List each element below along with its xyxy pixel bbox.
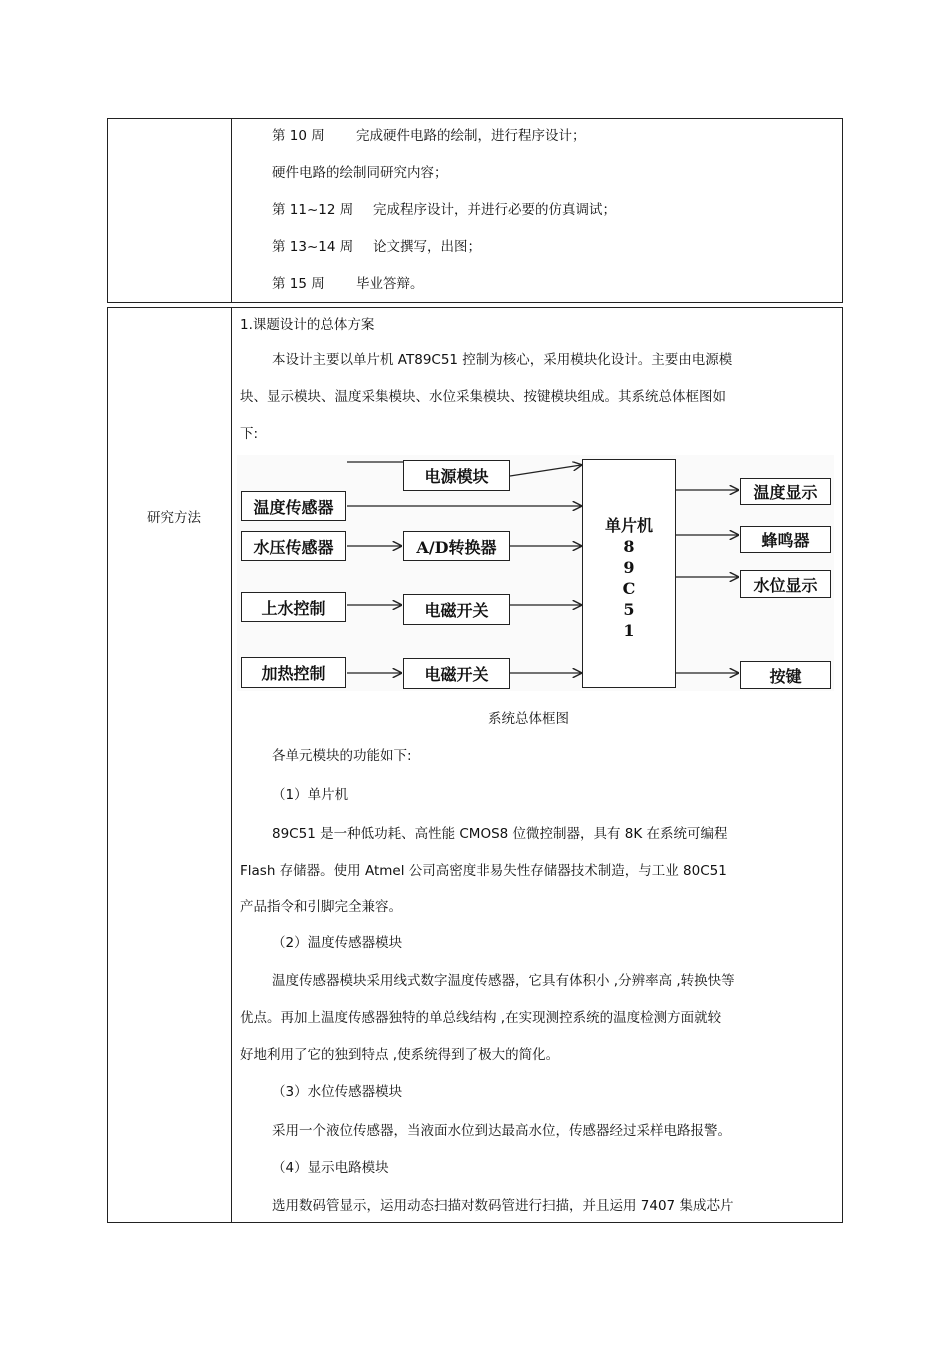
- section-heading-temperature: （2）温度传感器模块: [272, 935, 403, 951]
- schedule-task-5: 毕业答辩。: [356, 276, 424, 292]
- buzzer-box: 蜂鸣器: [740, 526, 831, 553]
- method-heading: 1.课题设计的总体方案: [240, 317, 375, 333]
- schedule-task-3: 完成程序设计，并进行必要的仿真调试；: [373, 202, 616, 218]
- body-line-8: 优点。再加上温度传感器独特的单总线结构 ,在实现测控系统的温度检测方面就较: [240, 1010, 722, 1026]
- water-level-display-box: 水位显示: [740, 570, 831, 598]
- schedule-week-3: 第 11~12 周: [272, 202, 354, 218]
- mcu-digit: 9: [623, 558, 635, 577]
- temperature-display-box: 温度显示: [740, 478, 831, 505]
- column-divider: [231, 119, 232, 302]
- body-line-7: 温度传感器模块采用线式数字温度传感器，它具有体积小 ,分辨率高 ,转换快等: [272, 973, 735, 989]
- intro-line-3: 下:: [240, 426, 259, 442]
- power-module-box: 电源模块: [403, 460, 510, 491]
- mcu-digit: 8: [623, 537, 635, 556]
- mcu-digit: 5: [623, 600, 635, 619]
- schedule-task-1: 完成硬件电路的绘制，进行程序设计；: [356, 128, 586, 144]
- body-line-5: 产品指令和引脚完全兼容。: [240, 899, 402, 915]
- temperature-sensor-box: 温度传感器: [241, 491, 346, 521]
- body-line-4: Flash 存储器。使用 Atmel 公司高密度非易失性存储器技术制造，与工业 80C51: [240, 863, 727, 879]
- method-table: [107, 307, 843, 1223]
- system-block-diagram: [237, 455, 834, 691]
- section-heading-water-level: （3）水位传感器模块: [272, 1084, 403, 1100]
- mcu-label: 单片机: [604, 516, 653, 535]
- intro-line-1: 本设计主要以单片机 AT89C51 控制为核心，采用模块化设计。主要由电源模: [272, 352, 733, 368]
- mcu-box: [582, 459, 676, 688]
- body-line-11: 采用一个液位传感器，当液面水位到达最高水位，传感器经过采样电路报警。: [272, 1123, 731, 1139]
- schedule-week-1: 第 10 周: [272, 128, 325, 144]
- mcu-digit: C: [622, 579, 636, 598]
- solenoid-switch-box-1: 电磁开关: [403, 594, 510, 625]
- pressure-sensor-box: 水压传感器: [241, 531, 346, 561]
- method-label: 研究方法: [147, 510, 201, 526]
- ad-converter-box: A/D转换器: [403, 531, 510, 561]
- schedule-task-4: 论文撰写，出图；: [373, 239, 481, 255]
- heating-control-box: 加热控制: [241, 657, 346, 688]
- body-line-1: 各单元模块的功能如下:: [272, 748, 412, 764]
- body-line-9: 好地利用了它的独到特点 ,使系统得到了极大的简化。: [240, 1047, 560, 1063]
- keypad-box: 按键: [740, 661, 831, 689]
- solenoid-switch-box-2: 电磁开关: [403, 658, 510, 689]
- schedule-week-4: 第 13~14 周: [272, 239, 354, 255]
- intro-line-2: 块、显示模块、温度采集模块、水位采集模块、按键模块组成。其系统总体框图如: [240, 389, 726, 405]
- section-heading-display: （4）显示电路模块: [272, 1160, 389, 1176]
- section-heading-mcu: （1）单片机: [272, 787, 349, 803]
- column-divider: [231, 308, 232, 1222]
- body-line-3: 89C51 是一种低功耗、高性能 CMOS8 位微控制器，具有 8K 在系统可编程: [272, 826, 728, 842]
- body-line-13: 选用数码管显示，运用动态扫描对数码管进行扫描，并且运用 7407 集成芯片: [272, 1198, 734, 1214]
- mcu-digit: 1: [623, 621, 635, 640]
- schedule-week-5: 第 15 周: [272, 276, 325, 292]
- water-inlet-control-box: 上水控制: [241, 592, 346, 622]
- schedule-task-2: 硬件电路的绘制同研究内容；: [272, 165, 448, 181]
- diagram-caption: 系统总体框图: [488, 711, 569, 727]
